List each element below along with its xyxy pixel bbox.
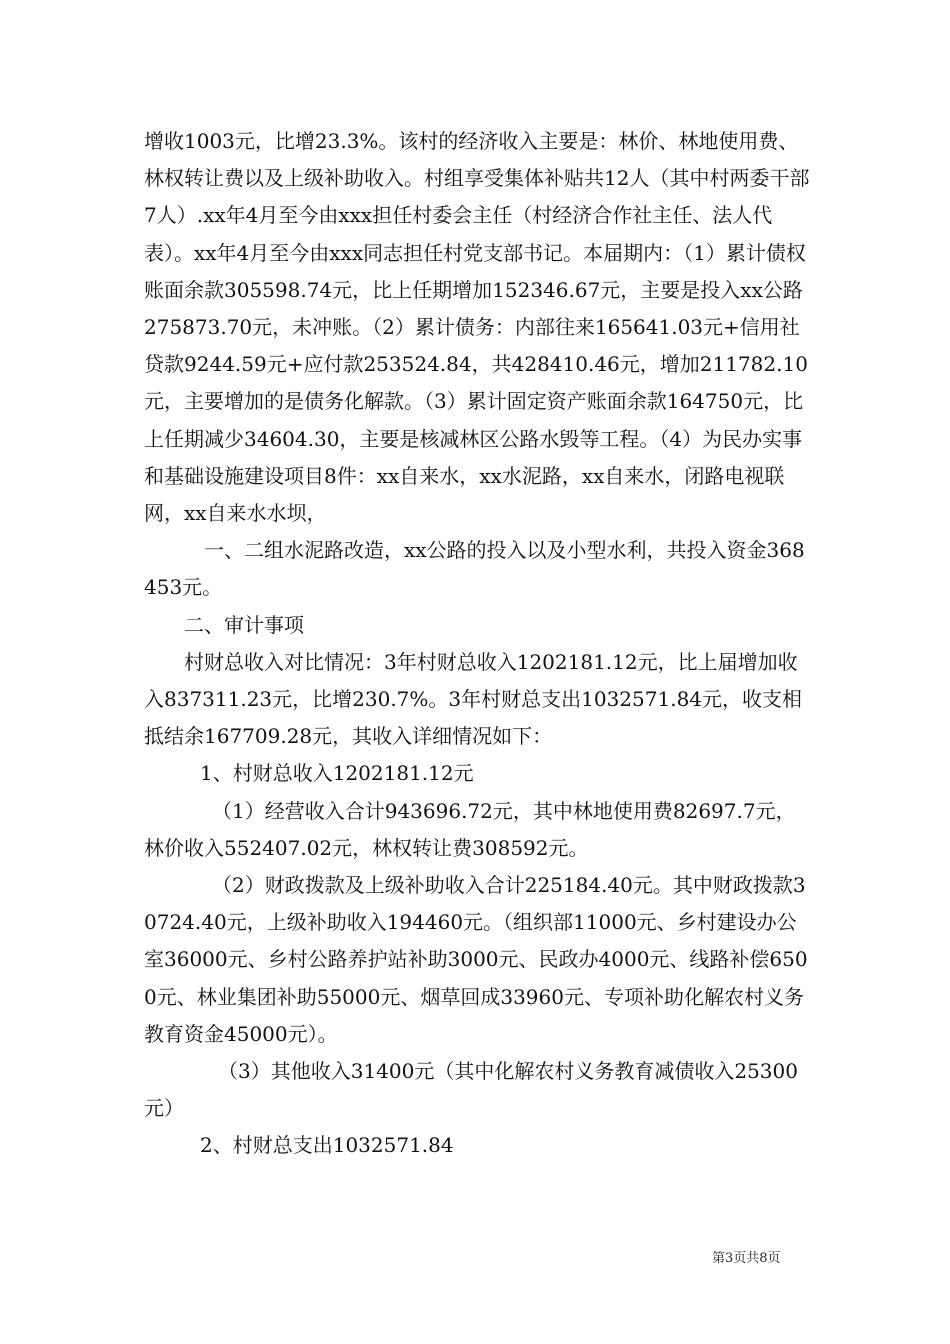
list-item-total-income: 1、村财总收入1202181.12元 xyxy=(200,761,474,786)
paragraph-road-investment: 一、二组水泥路改造，xx公路的投入以及小型水利，共投入资金368453元。 xyxy=(144,538,805,600)
paragraph-income-comparison: 村财总收入对比情况：3年村财总收入1202181.12元，比上届增加收入837311.23元，比增230.7%。3年村财总支出1032571.84元，收支相抵结余167709.28元，其收入详细情况如下： xyxy=(144,649,803,749)
page-number-footer: 第3页共8页 xyxy=(712,1251,781,1266)
paragraph-income-summary: 增收1003元，比增23.3%。该村的经济收入主要是：林价、林地使用费、林权转让费以及上级补助收入。村组享受集体补贴共12人（其中村两委干部7人）.xx年4月至今由xxx担任村委会主任（村经济合作社主任、法人代表）。xx年4月至今由xxx同志担任村党支部书记。本届期内：（1）累计债权账面余款305598.74元，比上任期增加152346.67元，主要是投入xx公路275873.70元，未冲账。（2）累计债务：内部往来165641.03元+信用社贷款9244.59元+应付款253524.84，共428410.46元，增加211782.10元，主要增加的是债务化解款。（3）累计固定资产账面余款164750元，比上任期减少34604.30，主要是核减林区公路水毁等工程。（4）为民办实事和基础设施建设项目8件：xx自来水，xx水泥路，xx自来水，闭路电视联网，xx自来水水坝， xyxy=(144,129,810,526)
list-item-total-expenditure: 2、村财总支出1032571.84 xyxy=(200,1133,454,1158)
list-item-other-income: （3）其他收入31400元（其中化解农村义务教育减债收入25300元） xyxy=(144,1059,798,1121)
section-heading-audit-items: 二、审计事项 xyxy=(184,612,304,637)
document-body xyxy=(144,123,812,1165)
list-item-subsidy-income: （2）财政拨款及上级补助收入合计225184.40元。其中财政拨款30724.40元，上级补助收入194460元。（组织部11000元、乡村建设办公室36000元、乡村公路养护站补助3000元、民政办4000元、线路补偿6500元、林业集团补助55000元、烟草回成33960元、专项补助化解农村义务教育资金45000元）。 xyxy=(144,873,808,1046)
list-item-operating-income: （1）经营收入合计943696.72元，其中林地使用费82697.7元，林价收入552407.02元，林权转让费308592元。 xyxy=(144,798,796,860)
